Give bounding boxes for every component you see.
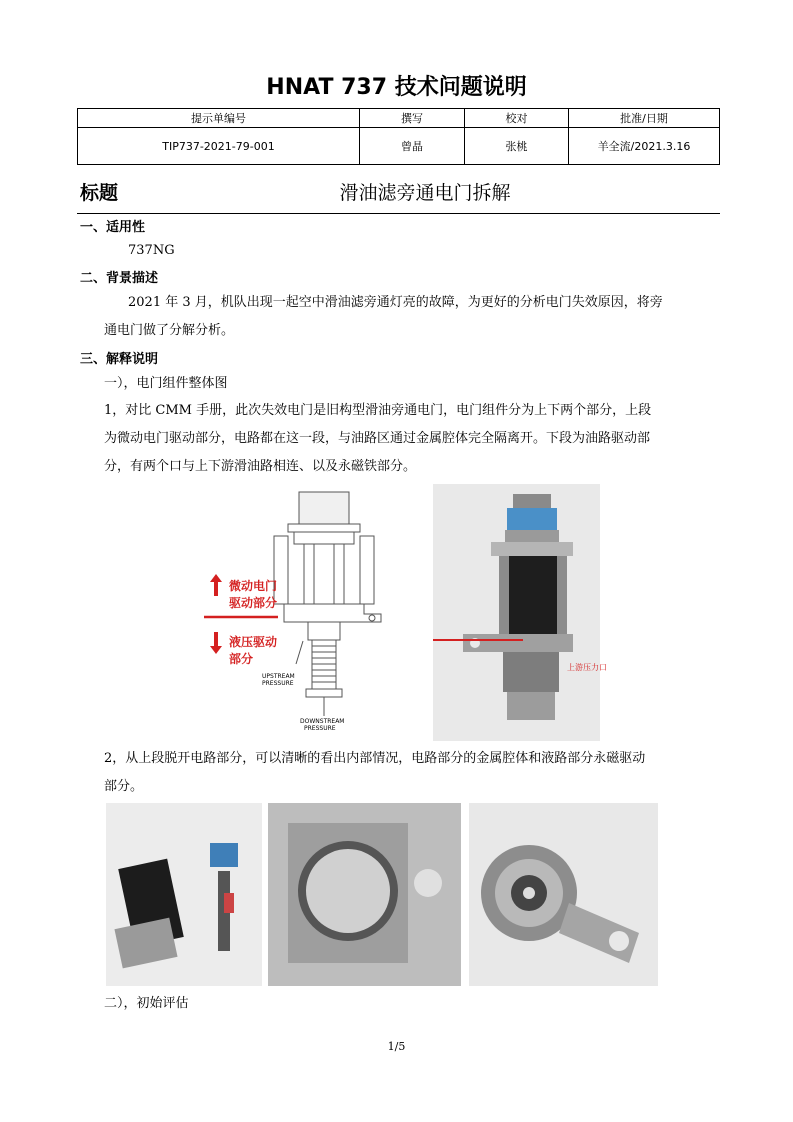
info-table	[77, 108, 720, 165]
cross-section-diagram	[196, 484, 424, 741]
downstream-label-2: PRESSURE	[304, 725, 336, 732]
subject-title: 滑油滤旁通电门拆解	[339, 182, 511, 204]
subheading-initial-assessment: 二），初始评估	[104, 996, 189, 1011]
heading-applicability: 一、适用性	[80, 220, 146, 235]
value-proofreader: 张桃	[465, 128, 569, 165]
subheading-overview: 一），电门组件整体图	[104, 376, 228, 391]
heading-background: 二、背景描述	[80, 271, 159, 286]
downstream-label-1: DOWNSTREAM	[300, 718, 345, 725]
para1-line-3: 分，有两个口与上下游滑油路相连、以及永磁铁部分。	[104, 459, 417, 474]
label-lower-2: 部分	[229, 652, 254, 666]
assembly-photo	[433, 484, 607, 741]
upstream-label-1: UPSTREAM	[262, 673, 295, 680]
para1-line-1: 1，对比 CMM 手册，此次失效电门是旧构型滑油旁通电门，电门组件分为上下两个部分，上段	[104, 403, 652, 418]
heading-explanation: 三、解释说明	[80, 352, 159, 367]
header-tip-number: 提示单编号	[78, 109, 360, 128]
value-author: 曾晶	[360, 128, 465, 165]
value-tip-number: TIP737-2021-79-001	[78, 128, 360, 165]
document-title: HNAT 737 技术问题说明	[266, 75, 527, 100]
label-upper-1: 微动电门	[229, 579, 278, 593]
upstream-label-2: PRESSURE	[262, 680, 294, 687]
disassembled-photo	[106, 803, 262, 986]
header-author: 撰写	[360, 109, 465, 128]
label-upper-2: 驱动部分	[229, 596, 278, 610]
metal-cavity-photo	[268, 803, 461, 986]
header-proofreader: 校对	[465, 109, 569, 128]
applicability-text: 737NG	[128, 243, 175, 258]
upstream-port-label: 上游压力口	[567, 663, 607, 672]
value-approval-date: 羊全流/2021.3.16	[569, 128, 720, 165]
para2-line-1: 2，从上段脱开电路部分，可以清晰的看出内部情况，电路部分的金属腔体和液路部分永磁驱动	[104, 751, 646, 766]
subject-divider	[77, 213, 720, 214]
background-line-2: 通电门做了分解分析。	[104, 323, 235, 338]
subject-label: 标题	[80, 182, 119, 204]
para2-line-2: 部分。	[104, 779, 144, 794]
header-approval-date: 批准/日期	[569, 109, 720, 128]
label-lower-1: 液压驱动	[229, 635, 278, 649]
page-number: 1/5	[387, 1040, 406, 1053]
para1-line-2: 为微动电门驱动部分，电路都在这一段，与油路区通过金属腔体完全隔离开。下段为油路驱动部	[104, 431, 651, 446]
hydraulic-part-photo	[469, 803, 658, 986]
background-line-1: 2021 年 3 月，机队出现一起空中滑油滤旁通灯亮的故障，为更好的分析电门失效原因，将旁	[128, 295, 663, 310]
